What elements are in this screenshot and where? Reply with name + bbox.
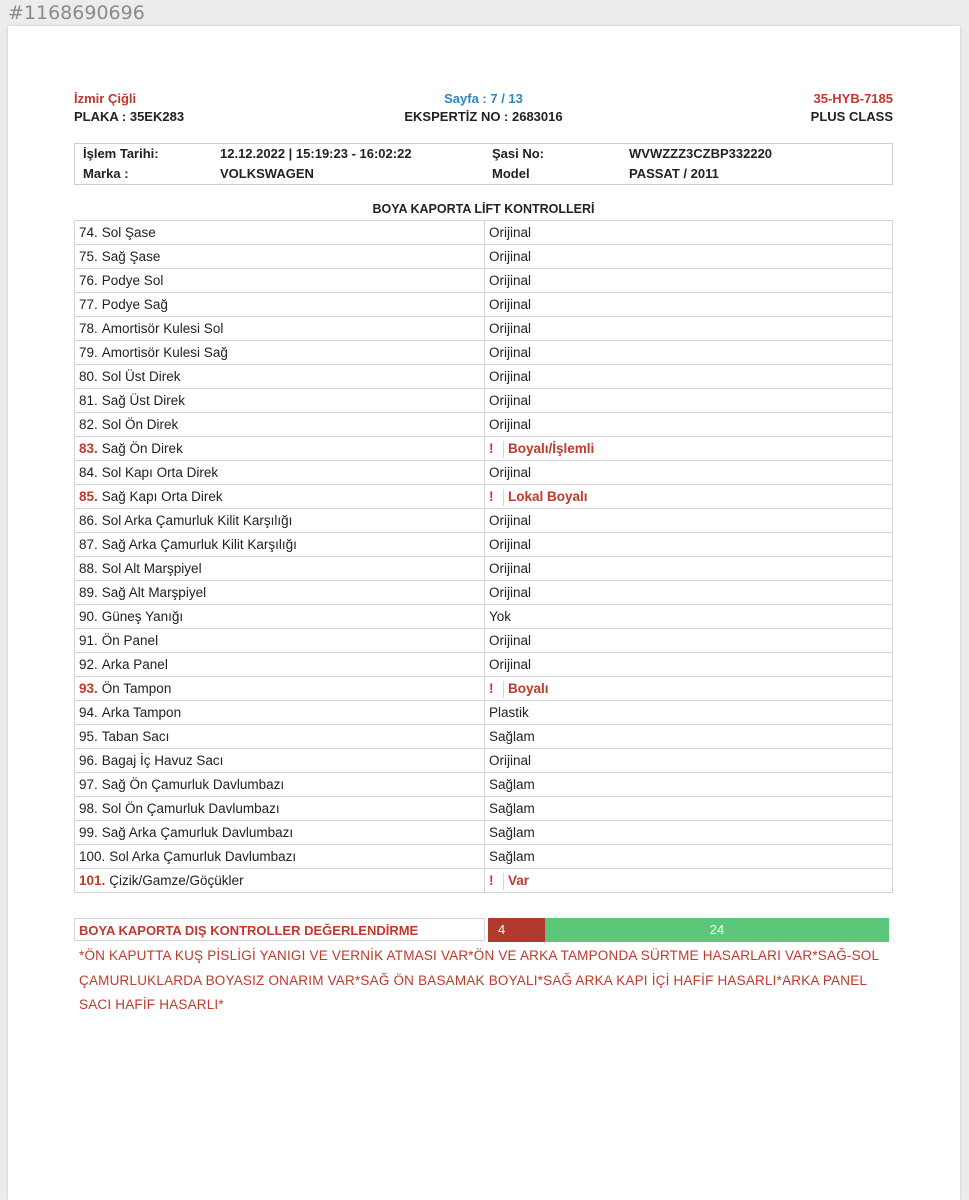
item-value: Yok bbox=[489, 609, 512, 624]
item-number: 88. bbox=[79, 561, 98, 576]
item-name-cell bbox=[75, 821, 485, 845]
item-name: Sol Üst Direk bbox=[101, 369, 181, 384]
item-value: Orijinal bbox=[489, 273, 532, 288]
item-name-cell bbox=[75, 221, 485, 245]
item-value-cell bbox=[485, 845, 893, 869]
item-name-cell bbox=[75, 797, 485, 821]
evaluation-label: BOYA KAPORTA DIŞ KONTROLLER DEĞERLENDİRME bbox=[74, 918, 485, 941]
item-name: Sol Ön Direk bbox=[101, 417, 179, 432]
item-number: 75. bbox=[79, 249, 98, 264]
item-name-cell bbox=[75, 629, 485, 653]
item-number: 94. bbox=[79, 705, 98, 720]
item-name-cell bbox=[75, 389, 485, 413]
item-name: Amortisör Kulesi Sağ bbox=[101, 345, 228, 360]
table-row bbox=[75, 629, 893, 653]
item-value: Orijinal bbox=[489, 465, 532, 480]
item-value-cell bbox=[485, 341, 893, 365]
plate-label: PLAKA : 35EK283 bbox=[74, 109, 185, 124]
control-table bbox=[74, 220, 893, 893]
item-name: Arka Tampon bbox=[101, 705, 182, 720]
item-value: Orijinal bbox=[489, 321, 532, 336]
item-name: Bagaj İç Havuz Sacı bbox=[101, 753, 224, 768]
table-row bbox=[75, 293, 893, 317]
table-row bbox=[75, 389, 893, 413]
table-row bbox=[75, 317, 893, 341]
item-name: Taban Sacı bbox=[101, 729, 170, 744]
chassis-label: Şasi No: bbox=[492, 146, 545, 161]
item-value: Orijinal bbox=[489, 537, 532, 552]
item-name-cell bbox=[75, 293, 485, 317]
expertise-number: EKSPERTİZ NO : 2683016 bbox=[404, 109, 563, 124]
table-row bbox=[75, 653, 893, 677]
vehicle-info-box bbox=[74, 143, 893, 185]
item-name: Ön Panel bbox=[101, 633, 159, 648]
item-name: Sağ Ön Çamurluk Davlumbazı bbox=[101, 777, 285, 792]
item-name-cell bbox=[75, 605, 485, 629]
location-label: İzmir Çiğli bbox=[74, 91, 137, 106]
item-value: Sağlam bbox=[489, 849, 535, 864]
page-indicator: Sayfa : 7 / 13 bbox=[444, 91, 523, 106]
item-name: Sağ Ön Direk bbox=[101, 441, 183, 456]
cell-divider bbox=[503, 873, 504, 890]
item-name-cell bbox=[75, 749, 485, 773]
item-name: Sağ Kapı Orta Direk bbox=[101, 489, 223, 504]
item-value-cell bbox=[485, 869, 893, 893]
item-value: Lokal Boyalı bbox=[508, 489, 588, 504]
cell-divider bbox=[503, 681, 504, 698]
chassis-value: WVWZZZ3CZBP332220 bbox=[629, 146, 773, 161]
item-number: 80. bbox=[79, 369, 98, 384]
item-value-cell bbox=[485, 317, 893, 341]
item-number: 84. bbox=[79, 465, 98, 480]
item-value: Orijinal bbox=[489, 297, 532, 312]
table-row bbox=[75, 725, 893, 749]
item-value: Orijinal bbox=[489, 369, 532, 384]
item-value-cell bbox=[485, 605, 893, 629]
item-name: Sağ Arka Çamurluk Davlumbazı bbox=[101, 825, 294, 840]
item-value: Sağlam bbox=[489, 729, 535, 744]
item-name: Sol Ön Çamurluk Davlumbazı bbox=[101, 801, 280, 816]
item-number: 100. bbox=[79, 849, 106, 864]
report-header bbox=[74, 90, 893, 130]
item-value: Orijinal bbox=[489, 513, 532, 528]
item-name-cell bbox=[75, 485, 485, 509]
brand-value: VOLKSWAGEN bbox=[220, 166, 314, 181]
item-name: Podye Sağ bbox=[101, 297, 168, 312]
watermark-id: #1168690696 bbox=[8, 2, 145, 24]
item-value-cell bbox=[485, 293, 893, 317]
item-number: 99. bbox=[79, 825, 98, 840]
item-number: 91. bbox=[79, 633, 98, 648]
item-value-cell bbox=[485, 437, 893, 461]
item-number: 92. bbox=[79, 657, 98, 672]
item-value-cell bbox=[485, 221, 893, 245]
table-row bbox=[75, 797, 893, 821]
item-number: 78. bbox=[79, 321, 98, 336]
item-value-cell bbox=[485, 629, 893, 653]
item-number: 97. bbox=[79, 777, 98, 792]
report-page bbox=[8, 26, 960, 1200]
damage-notes: *ÖN KAPUTTA KUŞ PİSLİGİ YANIGI VE VERNİK ATMASI VAR*ÖN VE ARKA TAMPONDA SÜRTME HASARLARI VAR*SAĞ-SOL ÇAMURLUKLARDA BOYASIZ ONARIM VAR*SAĞ ÖN BASAMAK BOYALI*SAĞ ARKA KAPI İÇİ HAFİF HASARLI*ARKA PANEL SACI HAFİF HASARLI* bbox=[79, 948, 879, 1012]
table-row bbox=[75, 869, 893, 893]
table-row bbox=[75, 341, 893, 365]
item-name-cell bbox=[75, 845, 485, 869]
item-number: 77. bbox=[79, 297, 98, 312]
item-value: Sağlam bbox=[489, 777, 535, 792]
item-number: 85. bbox=[79, 489, 98, 504]
item-name: Sağ Üst Direk bbox=[101, 393, 186, 408]
item-name-cell bbox=[75, 509, 485, 533]
item-name: Arka Panel bbox=[101, 657, 168, 672]
item-value-cell bbox=[485, 581, 893, 605]
cell-divider bbox=[503, 489, 504, 506]
item-number: 87. bbox=[79, 537, 98, 552]
model-value: PASSAT / 2011 bbox=[629, 166, 719, 181]
table-row bbox=[75, 365, 893, 389]
item-value-cell bbox=[485, 701, 893, 725]
item-number: 86. bbox=[79, 513, 98, 528]
islem-date-value: 12.12.2022 | 15:19:23 - 16:02:22 bbox=[220, 146, 412, 161]
item-name: Sol Kapı Orta Direk bbox=[101, 465, 219, 480]
model-label: Model bbox=[492, 166, 530, 181]
table-row bbox=[75, 557, 893, 581]
item-value: Sağlam bbox=[489, 801, 535, 816]
table-row bbox=[75, 485, 893, 509]
table-row bbox=[75, 821, 893, 845]
item-value: Orijinal bbox=[489, 417, 532, 432]
item-value-cell bbox=[485, 725, 893, 749]
item-name-cell bbox=[75, 677, 485, 701]
item-number: 82. bbox=[79, 417, 98, 432]
item-name: Sol Arka Çamurluk Kilit Karşılığı bbox=[101, 513, 293, 528]
table-row bbox=[75, 701, 893, 725]
item-value: Boyalı bbox=[508, 681, 549, 696]
item-number: 83. bbox=[79, 441, 98, 456]
item-name-cell bbox=[75, 317, 485, 341]
table-row bbox=[75, 677, 893, 701]
table-row bbox=[75, 533, 893, 557]
item-value: Orijinal bbox=[489, 249, 532, 264]
table-row bbox=[75, 605, 893, 629]
item-value: Orijinal bbox=[489, 345, 532, 360]
item-value-cell bbox=[485, 653, 893, 677]
item-number: 76. bbox=[79, 273, 98, 288]
item-name-cell bbox=[75, 341, 485, 365]
table-row bbox=[75, 269, 893, 293]
item-number: 79. bbox=[79, 345, 98, 360]
item-value-cell bbox=[485, 797, 893, 821]
item-value-cell bbox=[485, 773, 893, 797]
item-name-cell bbox=[75, 701, 485, 725]
warning-icon: ! bbox=[489, 681, 494, 696]
package-class: PLUS CLASS bbox=[810, 109, 893, 124]
item-name-cell bbox=[75, 269, 485, 293]
evaluation-good-segment: 24 bbox=[545, 918, 889, 942]
item-name-cell bbox=[75, 653, 485, 677]
item-value-cell bbox=[485, 413, 893, 437]
warning-icon: ! bbox=[489, 441, 494, 456]
item-value: Orijinal bbox=[489, 393, 532, 408]
item-value-cell bbox=[485, 389, 893, 413]
item-name: Sol Arka Çamurluk Davlumbazı bbox=[109, 849, 297, 864]
item-number: 81. bbox=[79, 393, 98, 408]
item-name-cell bbox=[75, 461, 485, 485]
item-name: Amortisör Kulesi Sol bbox=[101, 321, 224, 336]
item-value: Var bbox=[508, 873, 530, 888]
item-name: Sol Şase bbox=[101, 225, 156, 240]
item-value-cell bbox=[485, 509, 893, 533]
item-name: Ön Tampon bbox=[101, 681, 172, 696]
item-name-cell bbox=[75, 581, 485, 605]
item-name-cell bbox=[75, 245, 485, 269]
item-number: 98. bbox=[79, 801, 98, 816]
table-row bbox=[75, 221, 893, 245]
item-value-cell bbox=[485, 821, 893, 845]
item-name-cell bbox=[75, 365, 485, 389]
table-row bbox=[75, 245, 893, 269]
item-number: 89. bbox=[79, 585, 98, 600]
islem-date-label: İşlem Tarihi: bbox=[83, 146, 159, 161]
evaluation-row bbox=[74, 918, 893, 943]
item-number: 95. bbox=[79, 729, 98, 744]
item-number: 101. bbox=[79, 873, 106, 888]
warning-icon: ! bbox=[489, 489, 494, 504]
item-name: Sağ Şase bbox=[101, 249, 161, 264]
section-title: BOYA KAPORTA LİFT KONTROLLERİ bbox=[372, 202, 595, 216]
item-number: 74. bbox=[79, 225, 98, 240]
item-name-cell bbox=[75, 557, 485, 581]
item-value: Boyalı/İşlemli bbox=[508, 441, 595, 456]
item-value: Orijinal bbox=[489, 633, 532, 648]
item-value-cell bbox=[485, 365, 893, 389]
evaluation-bar bbox=[488, 918, 889, 942]
item-name: Çizik/Gamze/Göçükler bbox=[109, 873, 244, 888]
item-value: Orijinal bbox=[489, 753, 532, 768]
item-number: 90. bbox=[79, 609, 98, 624]
item-name: Sağ Alt Marşpiyel bbox=[101, 585, 207, 600]
item-value-cell bbox=[485, 461, 893, 485]
item-name-cell bbox=[75, 437, 485, 461]
evaluation-bad-segment: 4 bbox=[488, 918, 545, 942]
item-value-cell bbox=[485, 245, 893, 269]
table-row bbox=[75, 749, 893, 773]
table-row bbox=[75, 845, 893, 869]
item-name-cell bbox=[75, 869, 485, 893]
item-number: 93. bbox=[79, 681, 98, 696]
item-name-cell bbox=[75, 725, 485, 749]
item-value-cell bbox=[485, 485, 893, 509]
table-row bbox=[75, 581, 893, 605]
item-value: Plastik bbox=[489, 705, 529, 720]
item-name: Podye Sol bbox=[101, 273, 164, 288]
item-value-cell bbox=[485, 749, 893, 773]
item-name-cell bbox=[75, 533, 485, 557]
report-code: 35-HYB-7185 bbox=[813, 91, 893, 106]
table-row bbox=[75, 461, 893, 485]
item-value-cell bbox=[485, 557, 893, 581]
item-value: Orijinal bbox=[489, 561, 532, 576]
item-name-cell bbox=[75, 773, 485, 797]
item-value: Orijinal bbox=[489, 225, 532, 240]
item-name: Sağ Arka Çamurluk Kilit Karşılığı bbox=[101, 537, 297, 552]
table-row bbox=[75, 509, 893, 533]
warning-icon: ! bbox=[489, 873, 494, 888]
table-row bbox=[75, 413, 893, 437]
table-row bbox=[75, 773, 893, 797]
table-row bbox=[75, 437, 893, 461]
item-name: Sol Alt Marşpiyel bbox=[101, 561, 202, 576]
item-value: Orijinal bbox=[489, 585, 532, 600]
item-value-cell bbox=[485, 533, 893, 557]
item-name: Güneş Yanığı bbox=[101, 609, 184, 624]
item-value: Orijinal bbox=[489, 657, 532, 672]
brand-label: Marka : bbox=[83, 166, 129, 181]
item-value-cell bbox=[485, 269, 893, 293]
item-name-cell bbox=[75, 413, 485, 437]
item-value: Sağlam bbox=[489, 825, 535, 840]
cell-divider bbox=[503, 441, 504, 458]
item-value-cell bbox=[485, 677, 893, 701]
item-number: 96. bbox=[79, 753, 98, 768]
